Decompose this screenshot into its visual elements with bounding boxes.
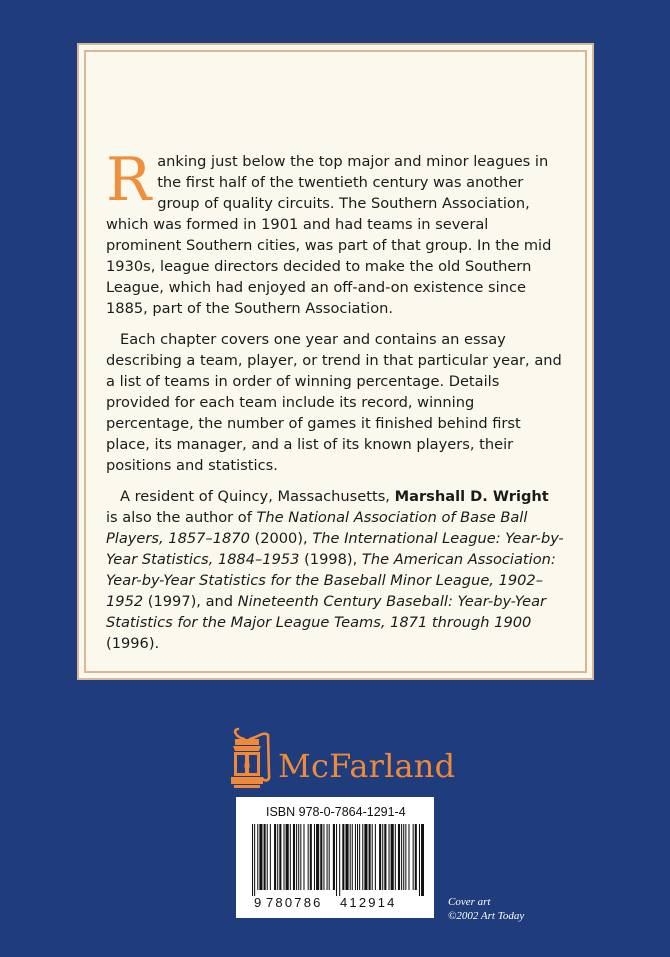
publisher-logo	[222, 727, 456, 791]
blurb-text	[106, 145, 564, 654]
barcode-digits	[254, 895, 420, 910]
lantern-icon	[222, 727, 272, 789]
isbn-label: ISBN 978-0-7864-1291-4	[266, 805, 406, 819]
book-year-4: (1996).	[106, 635, 160, 652]
book-title-4: Nineteenth Century Baseball: Year-by-Year Statistics for the Major League Teams, 1871 through 1900	[106, 593, 547, 631]
blurb-paragraph-2: Each chapter covers one year and contains an essay describing a team, player, or trend in that particular year, and a list of teams in order of winning percentage. Details provided for each team include its record, winning percentage, the number of games it finished behind first place, its manager, and a list of its known players, their positions and statistics.	[106, 331, 562, 474]
book-title-3: The American Association: Year-by-Year Statistics for the Baseball Minor League, 1902–1952	[106, 551, 556, 610]
barcode-panel	[236, 797, 434, 918]
book-title-1: The National Association of Base Ball Players, 1857–1870	[106, 509, 528, 547]
author-name: Marshall D. Wright	[394, 488, 549, 505]
barcode-icon	[250, 824, 424, 896]
paragraph-1-text: anking just below the top major and minor leagues in the first half of the twentieth century was another group of quality circuits. The Southern Association, which was formed in 1901 and had teams in several prominent Southern cities, was part of that group. In the mid 1930s, league directors decided to make the old Southern League, which had enjoyed an off-and-on existence since 1885, part of the Southern Association.	[106, 153, 552, 317]
blurb-paragraph-1	[106, 145, 564, 319]
barcode-lead-digit: 9	[254, 895, 262, 910]
blurb-paragraph-3	[106, 486, 564, 654]
author-intro: A resident of Quincy, Massachusetts,	[120, 488, 395, 505]
cover-art-credit	[448, 895, 524, 923]
barcode-left-digits: 780786	[266, 895, 323, 910]
drop-cap: R	[106, 145, 152, 215]
credit-line-1: Cover art	[448, 896, 491, 908]
barcode-right-digits: 412914	[340, 895, 397, 910]
credit-line-2: ©2002 Art Today	[448, 910, 525, 922]
book-year-1: (2000),	[249, 530, 313, 547]
book-year-3: (1997), and	[143, 593, 238, 610]
author-intro-cont: is also the author of	[106, 509, 257, 526]
book-year-2: (1998),	[299, 551, 362, 568]
publisher-name: McFarland	[278, 747, 456, 785]
book-title-2: The International League: Year-by-Year Statistics, 1884–1953	[106, 530, 564, 568]
